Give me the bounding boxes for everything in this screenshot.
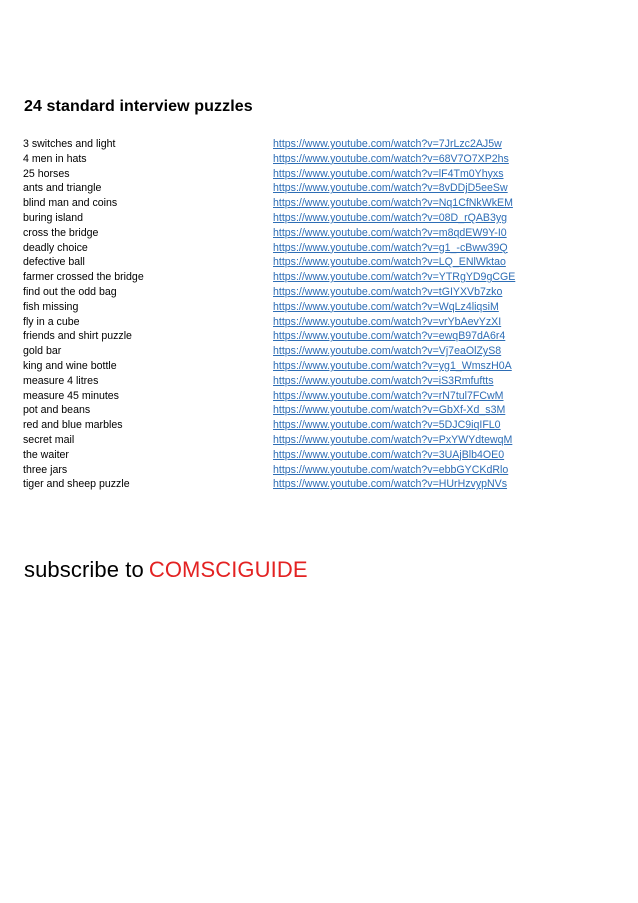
list-item [23, 359, 583, 374]
list-item [23, 389, 583, 404]
video-link[interactable]: https://www.youtube.com/watch?v=68V7O7XP2hs [273, 152, 509, 165]
video-link[interactable]: https://www.youtube.com/watch?v=WqLz4liqsiM [273, 300, 499, 313]
puzzle-name: 3 switches and light [23, 138, 116, 150]
list-item [23, 315, 583, 330]
list-item [23, 152, 583, 167]
list-item [23, 329, 583, 344]
video-link[interactable]: https://www.youtube.com/watch?v=LQ_ENlWktao [273, 256, 506, 269]
video-link[interactable]: https://www.youtube.com/watch?v=tGIYXVb7zko [273, 285, 503, 298]
puzzle-name: pot and beans [23, 404, 91, 417]
video-link[interactable]: https://www.youtube.com/watch?v=vrYbAevYzXI [273, 315, 502, 328]
video-link[interactable]: https://www.youtube.com/watch?v=rN7tul7FCwM [273, 389, 504, 402]
video-link[interactable]: https://www.youtube.com/watch?v=iS3Rmfuftts [273, 374, 494, 387]
list-item [23, 374, 583, 389]
video-link[interactable]: https://www.youtube.com/watch?v=HUrHzvypNVs [273, 478, 508, 491]
subscribe-text: subscribe to [24, 557, 144, 582]
video-link[interactable]: https://www.youtube.com/watch?v=Nq1CfNkWkEM [273, 197, 513, 210]
list-item [23, 255, 583, 270]
puzzle-name: fish missing [23, 300, 79, 313]
puzzle-name: tiger and sheep puzzle [23, 478, 130, 491]
puzzle-name: ants and triangle [23, 182, 102, 195]
puzzle-name: friends and shirt puzzle [23, 330, 132, 343]
puzzle-name: three jars [23, 463, 68, 476]
list-item [23, 300, 583, 315]
list-item [23, 167, 583, 182]
video-link[interactable]: https://www.youtube.com/watch?v=Vj7eaOlZyS8 [273, 345, 502, 358]
video-link[interactable]: https://www.youtube.com/watch?v=GbXf-Xd_s3M [273, 404, 506, 417]
video-link[interactable]: https://www.youtube.com/watch?v=3UAjBlb4OE0 [273, 448, 505, 461]
puzzle-name: king and wine bottle [23, 359, 117, 372]
list-item [23, 181, 583, 196]
video-link[interactable]: https://www.youtube.com/watch?v=YTRgYD9gCGE [273, 271, 516, 284]
list-item [23, 285, 583, 300]
puzzle-name: farmer crossed the bridge [23, 271, 144, 284]
page-title: 24 standard interview puzzles [24, 98, 253, 115]
list-item [23, 418, 583, 433]
video-link[interactable]: https://www.youtube.com/watch?v=5DJC9iqIFL0 [273, 419, 501, 432]
channel-name: COMSCIGUIDE [148, 557, 308, 582]
list-item [23, 196, 583, 211]
video-link[interactable]: https://www.youtube.com/watch?v=PxYWYdtewqM [273, 433, 513, 446]
puzzle-name: cross the bridge [23, 226, 99, 239]
list-item [23, 403, 583, 418]
list-item [23, 211, 583, 226]
puzzle-name: red and blue marbles [23, 419, 123, 432]
video-link[interactable]: https://www.youtube.com/watch?v=8vDDjD5eeSw [273, 182, 508, 195]
puzzle-name: deadly choice [23, 241, 88, 254]
list-item [23, 477, 583, 492]
puzzle-list [23, 137, 583, 492]
video-link[interactable]: https://www.youtube.com/watch?v=08D_rQAB3yg [273, 211, 508, 224]
puzzle-name: measure 4 litres [23, 374, 99, 387]
video-link[interactable]: https://www.youtube.com/watch?v=ewqB97dA6r4 [273, 330, 506, 343]
puzzle-name: the waiter [23, 448, 69, 461]
video-link[interactable]: https://www.youtube.com/watch?v=lF4Tm0Yhyxs [273, 167, 504, 180]
puzzle-name: defective ball [23, 256, 85, 269]
puzzle-name: 4 men in hats [23, 152, 87, 165]
list-item [23, 344, 583, 359]
video-link[interactable]: https://www.youtube.com/watch?v=m8qdEW9Y-I0 [273, 226, 507, 239]
puzzle-name: measure 45 minutes [23, 389, 119, 402]
puzzle-name: secret mail [23, 433, 75, 446]
list-item [23, 241, 583, 256]
list-item [23, 463, 583, 478]
list-item [23, 137, 583, 152]
puzzle-name: buring island [23, 211, 84, 224]
puzzle-name: gold bar [23, 345, 62, 358]
list-item [23, 270, 583, 285]
video-link[interactable]: https://www.youtube.com/watch?v=7JrLzc2AJ5w [273, 138, 502, 150]
puzzle-name: 25 horses [23, 167, 70, 180]
puzzle-name: fly in a cube [23, 315, 80, 328]
puzzle-name: blind man and coins [23, 197, 118, 210]
video-link[interactable]: https://www.youtube.com/watch?v=ebbGYCKdRlo [273, 463, 509, 476]
subscribe-line [24, 556, 308, 584]
video-link[interactable]: https://www.youtube.com/watch?v=g1_-cBww39Q [273, 241, 508, 254]
puzzle-name: find out the odd bag [23, 285, 117, 298]
list-item [23, 226, 583, 241]
video-link[interactable]: https://www.youtube.com/watch?v=yg1_WmszH0A [273, 359, 512, 372]
list-item [23, 448, 583, 463]
list-item [23, 433, 583, 448]
